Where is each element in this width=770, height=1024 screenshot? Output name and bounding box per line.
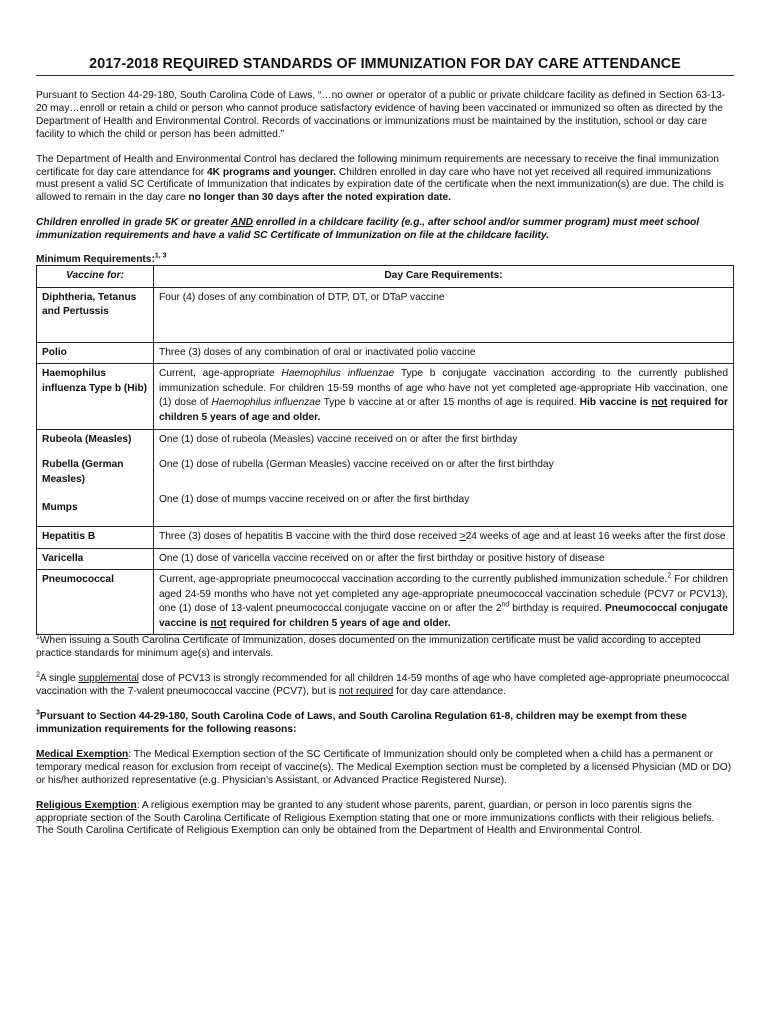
vaccine-requirement: [154, 526, 734, 548]
vaccine-column-header: Vaccine for:: [37, 266, 154, 288]
hib-bold-a: Hib vaccine is: [579, 397, 652, 409]
pneumo-sup-2: nd: [501, 601, 510, 609]
table-row: [37, 342, 734, 364]
requirements-paragraph: [36, 154, 734, 206]
table-row: [37, 490, 734, 526]
italic-note-and: AND: [230, 217, 254, 229]
italic-note-text-1: Children enrolled in grade 5K or greater: [36, 217, 231, 229]
pneumo-bold-b: required for children 5 years of age and older.: [226, 617, 451, 629]
vaccine-requirement: [154, 364, 734, 429]
para2-bold-2: no longer than 30 days after the noted expiration date.: [188, 192, 452, 204]
school-requirement-note: [36, 217, 734, 243]
para2-text-1: The Department of Health and Environmental Control has declared the following minimum requirements are necessary to receive the final immunization certificate for day care attendance for: [36, 153, 719, 178]
hib-text-1: Current, age-appropriate: [159, 368, 282, 380]
vaccine-requirement: One (1) dose of rubeola (Measles) vaccine received on or after the first birthday: [154, 429, 734, 450]
medical-exemption-label: Medical Exemption: [36, 748, 129, 760]
pneumo-text-1: Current, age-appropriate pneumococcal vaccination according to the currently published immunization schedule.: [159, 574, 668, 586]
religious-exemption-text: : A religious exemption may be granted to any student whose parents, parent, guardian, or person in loco parentis signs the appropriate section of the South Carolina Certificate of Religious Exemption stating that one or more immunizations conflicts with their religious beliefs. The South Carolina Certificate of Religious Exemption can only be obtained from the Department of Health and Environmental Control.: [36, 799, 715, 837]
min-req-text: Minimum Requirements:: [36, 254, 155, 266]
pneumo-text-2: For children aged 24-59 months who have not yet completed any age-appropriate pneumococcal vaccination schedule (PCV7 or PCV13), one (1) dose of 13-valent pneumococcal conjugate vaccine on or after the 2: [159, 574, 729, 615]
vaccine-requirement: Three (3) doses of any combination of oral or inactivated polio vaccine: [154, 342, 734, 364]
footnote-2-text-3: for day care attendance.: [393, 686, 507, 698]
vaccine-name: Diphtheria, Tetanus and Pertussis: [37, 287, 154, 342]
footnote-2-marker: 2: [36, 671, 40, 679]
vaccine-name: Rubella (German Measles): [37, 450, 154, 490]
hib-italic-1: Haemophilus influenzae: [281, 368, 395, 380]
footnote-1-text: When issuing a South Carolina Certificate of Immunization, doses documented on the immunization certificate must be valid according to accepted practice standards for minimum age(s) and intervals.: [36, 635, 701, 660]
vaccine-name: Polio: [37, 342, 154, 364]
requirements-column-header: Day Care Requirements:: [154, 266, 734, 288]
vaccine-requirement: One (1) dose of rubella (German Measles) vaccine received on or after the first birthday: [154, 450, 734, 490]
vaccine-name: Rubeola (Measles): [37, 429, 154, 450]
table-row: [37, 287, 734, 342]
vaccine-requirement: One (1) dose of varicella vaccine received on or after the first birthday or positive history of disease: [154, 548, 734, 570]
vaccine-requirement: [154, 570, 734, 635]
requirements-table: [36, 265, 734, 635]
table-row: [37, 548, 734, 570]
pneumo-sup-1: 2: [667, 572, 672, 580]
hib-bold-b: required for children 5 years of age and older.: [159, 397, 728, 424]
table-row: [37, 450, 734, 490]
hib-text-3: Type b vaccine at or after 15 months of age is required.: [320, 397, 580, 409]
religious-exemption: [36, 800, 734, 839]
vaccine-name: Hepatitis B: [37, 526, 154, 548]
page-title: 2017-2018 REQUIRED STANDARDS OF IMMUNIZATION FOR DAY CARE ATTENDANCE: [36, 56, 734, 76]
hib-text-2: Type b conjugate vaccination according to the currently published immunization schedule. For children 15-59 months of age who have not yet completed age-appropriate Hib vaccination, one (1) dose of: [159, 368, 728, 409]
medical-exemption: [36, 749, 734, 788]
vaccine-name: Pneumococcal: [37, 570, 154, 635]
footnote-3-text: Pursuant to Section 44-29-180, South Carolina Code of Laws, and South Carolina Regulation 61-8, children may be exempt from these immunization requirements for the following reasons:: [36, 711, 687, 735]
footnote-2-underline-1: supplemental: [78, 673, 140, 685]
religious-exemption-label: Religious Exemption: [36, 799, 137, 811]
pneumo-bold-a: Pneumococcal conjugate vaccine is: [159, 603, 728, 629]
footnote-1-marker: 1: [36, 634, 40, 642]
medical-exemption-text: : The Medical Exemption section of the SC Certificate of Immunization should only be completed when a child has a permanent or temporary medical reason for exclusion from receipt of vaccine(s). The Medical Exemption section must be completed by a licensed Physician (MD or DO) or his/her authorized representative (e.g. Physician’s Assistant, or Advanced Practice Registered Nurse).: [36, 748, 732, 786]
hepb-text-1: Three (3) doses of hepatitis B vaccine with the third dose received: [159, 530, 460, 542]
footnote-3: [36, 711, 734, 737]
hib-bold-not: not: [651, 397, 668, 409]
table-row: [37, 526, 734, 548]
vaccine-name: Haemophilus influenza Type b (Hib): [37, 364, 154, 429]
hepb-gte-symbol: >: [459, 530, 466, 542]
footnote-2-text-2: dose of PCV13 is strongly recommended for all children 14-59 months of age who have completed age-appropriate pneumococcal vaccination with the 7-valent pneumococcal vaccine (PCV7), but is: [36, 673, 730, 698]
para2-bold-1: 4K programs and younger.: [207, 166, 337, 178]
table-row: [37, 570, 734, 635]
footnote-3-marker: 3: [36, 709, 40, 717]
pneumo-text-3: birthday is required.: [509, 603, 605, 615]
footnote-2: [36, 673, 734, 699]
hepb-text-2: 24 weeks of age and at least 16 weeks after the first dose: [465, 530, 726, 542]
vaccine-requirement: Four (4) doses of any combination of DTP, DT, or DTaP vaccine: [154, 287, 734, 342]
vaccine-requirement: One (1) dose of mumps vaccine received on or after the first birthday: [154, 490, 734, 526]
vaccine-name: Varicella: [37, 548, 154, 570]
table-row: [37, 364, 734, 429]
footnote-2-text-1: A single: [39, 673, 79, 685]
footnote-1: [36, 635, 734, 661]
footnote-2-underline-2: not required: [338, 686, 394, 698]
italic-note-text-2: enrolled in a childcare facility (e.g., after school and/or summer program) must meet school immunization requirements and have a valid SC Certificate of Immunization on file at the childcare facility.: [36, 217, 700, 242]
pneumo-bold-not: not: [210, 617, 227, 629]
para2-text-2: Children enrolled in day care who have not yet received all required immunizations must present a valid SC Certificate of Immunization that indicates by expiration date of the certificate when the next immunization(s) are due. The child is allowed to remain in the day care: [36, 166, 724, 204]
table-row: [37, 429, 734, 450]
table-header-row: [37, 266, 734, 288]
hib-italic-2: Haemophilus influenzae: [211, 397, 321, 409]
vaccine-name: Mumps: [37, 490, 154, 526]
min-req-sup: 1, 3: [154, 252, 167, 260]
minimum-requirements-label: [36, 254, 734, 265]
intro-paragraph: Pursuant to Section 44-29-180, South Carolina Code of Laws, “…no owner or operator of a public or private childcare facility as defined in Section 63-13-20 may…enroll or retain a child or person who cannot produce satisfactory evidence of having been vaccinated or immunized so often as directed by the Department of Health and Environmental Control. Records of vaccinations or immunizations must be maintained by the institution, school or day care facility to which the child or person has been admitted.”: [36, 90, 726, 140]
